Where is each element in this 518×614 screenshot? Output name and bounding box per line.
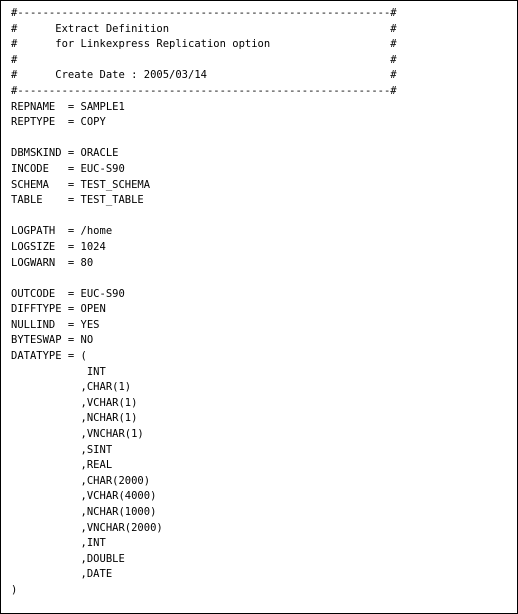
text-line: TABLE = TEST_TABLE [11,194,144,207]
text-line: LOGPATH = /home [11,225,113,238]
text-line: OUTCODE = EUC-S90 [11,287,125,300]
text-line: ,VCHAR(4000) [11,490,157,503]
text-line: ,SINT [11,443,113,456]
text-line: ,VNCHAR(1) [11,428,144,441]
text-line: # Extract Definition # [11,22,397,35]
text-line: LOGWARN = 80 [11,256,94,269]
text-line: LOGSIZE = 1024 [11,240,106,253]
text-line [11,271,397,287]
text-line: ,VNCHAR(2000) [11,521,163,534]
text-line: ,CHAR(2000) [11,474,151,487]
text-line: ,DATE [11,568,113,581]
text-line: NULLIND = YES [11,318,100,331]
text-line: ,DOUBLE [11,552,125,565]
text-line: #-----------------------------------------------------------# [11,84,397,97]
text-line: # Create Date : 2005/03/14 # [11,69,397,82]
text-line [11,209,397,225]
text-line: REPTYPE = COPY [11,116,106,129]
definition-text [11,6,397,599]
text-line: # for Linkexpress Replication option # [11,38,397,51]
text-line: ,NCHAR(1) [11,412,138,425]
text-line: ,CHAR(1) [11,381,132,394]
text-line: # # [11,53,397,66]
text-line: ,VCHAR(1) [11,396,138,409]
text-line: #-----------------------------------------------------------# [11,7,397,19]
text-line: DIFFTYPE = OPEN [11,303,106,316]
text-line: ,NCHAR(1000) [11,506,157,518]
text-line [11,131,397,147]
text-line: SCHEMA = TEST_SCHEMA [11,178,151,191]
text-line: BYTESWAP = NO [11,334,94,347]
text-line: ,REAL [11,459,113,472]
text-line: INT [11,365,106,378]
text-line: REPNAME = SAMPLE1 [11,100,125,113]
text-line: DBMSKIND = ORACLE [11,147,119,160]
text-line: ) [11,583,18,596]
text-line: DATATYPE = ( [11,350,87,363]
text-line: ,INT [11,537,106,550]
text-line: INCODE = EUC-S90 [11,162,125,175]
